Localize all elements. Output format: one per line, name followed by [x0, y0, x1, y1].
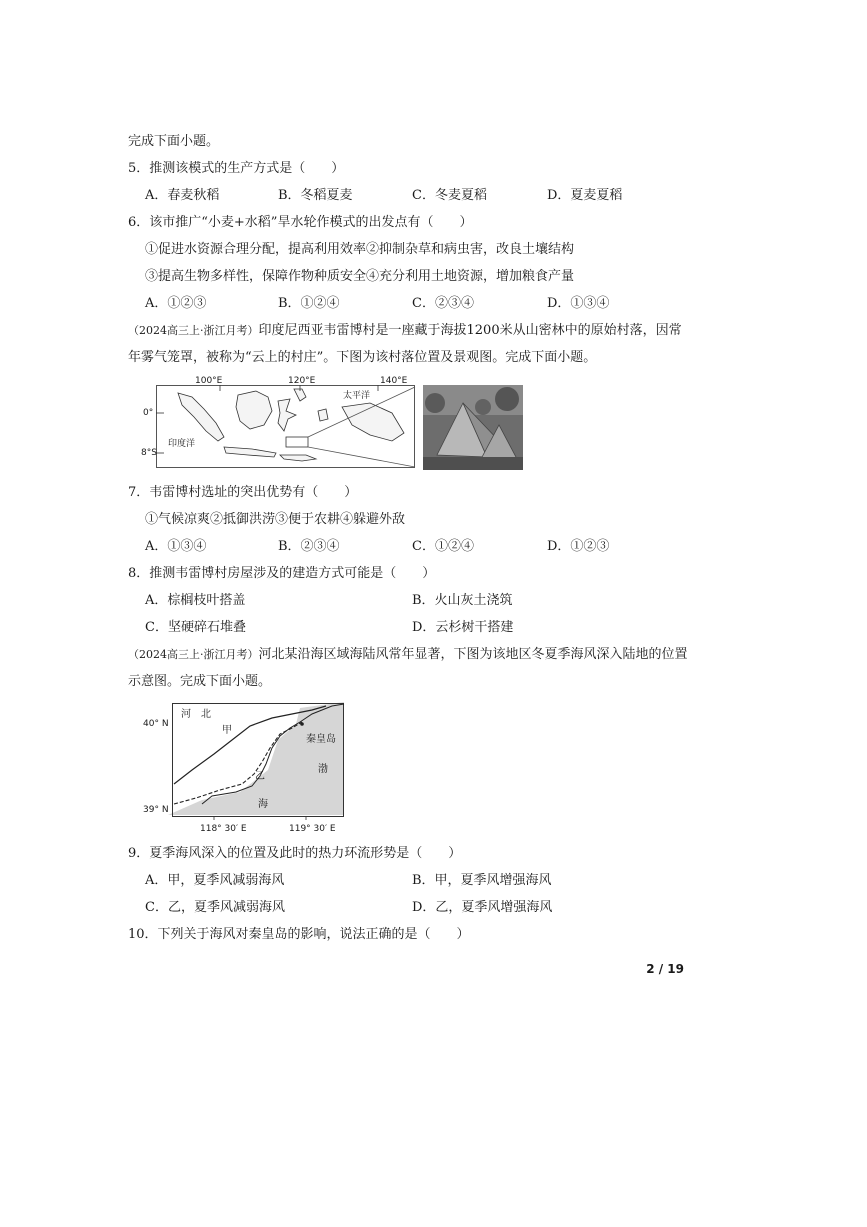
map1-indian-ocean-label: 印度洋 [168, 439, 196, 449]
passage2-source: （2024高三上·浙江月考） [128, 324, 259, 337]
map2-label-jia: 甲 [222, 725, 232, 736]
map1-lon-120: 120°E [288, 376, 316, 386]
q7-option-d: D．①②③ [547, 539, 610, 554]
q6-option-a: A．①②③ [145, 296, 207, 311]
q7-option-c: C．①②④ [412, 539, 474, 554]
map2-lat-bottom: 39° N [143, 805, 169, 815]
q5-option-b: B．冬稻夏麦 [278, 188, 353, 203]
passage3-source: （2024高三上·浙江月考） [128, 648, 259, 661]
qinhuangdao-marker [300, 722, 304, 726]
passage2-line1 [128, 321, 682, 341]
map2-lon-left: 118° 30′ E [200, 824, 247, 834]
village-landscape-photo [423, 385, 523, 470]
q8-stem: 8．推测韦雷博村房屋涉及的建造方式可能是（ ） [128, 566, 436, 581]
q6-option-b: B．①②④ [278, 296, 340, 311]
q8-option-a: A．棕榈枝叶搭盖 [145, 593, 246, 608]
q9-option-d: D．乙，夏季风增强海风 [412, 900, 553, 915]
map1-lon-100: 100°E [195, 376, 223, 386]
map2-region-label: 河 北 [181, 709, 211, 720]
map1-pacific-label: 太平洋 [343, 391, 371, 401]
q7-option-a: A．①③④ [145, 539, 207, 554]
q6-option-d: D．①③④ [547, 296, 610, 311]
q5-stem: 5．推测该模式的生产方式是（ ） [128, 161, 345, 176]
q5-option-a: A．春麦秋稻 [145, 188, 220, 203]
q6-stem: 6．该市推广“小麦+水稻”旱水轮作模式的出发点有（ ） [128, 215, 473, 230]
intro-tail: 完成下面小题。 [128, 134, 220, 149]
q9-option-a: A．甲，夏季风减弱海风 [145, 873, 285, 888]
q7-stem: 7．韦雷博村选址的突出优势有（ ） [128, 485, 358, 500]
q8-option-c: C．坚硬碎石堆叠 [145, 620, 246, 635]
indonesia-location-map [156, 385, 418, 469]
q7-option-b: B．②③④ [278, 539, 340, 554]
q10-stem: 10．下列关于海风对秦皇岛的影响，说法正确的是（ ） [128, 927, 470, 942]
maluku-shape [318, 409, 328, 421]
q8-option-b: B．火山灰土浇筑 [412, 593, 513, 608]
map1-lon-140: 140°E [380, 376, 408, 386]
map2-lon-right: 119° 30′ E [289, 824, 336, 834]
map1-lat-8s: 8°S [141, 448, 157, 458]
q9-option-b: B．甲，夏季风增强海风 [412, 873, 552, 888]
q5-option-c: C．冬麦夏稻 [412, 188, 487, 203]
map2-sea-label-2: 海 [258, 799, 268, 810]
q7-items: ①气候凉爽②抵御洪涝③便于农耕④躲避外敌 [145, 512, 406, 527]
map1-lat-0: 0° [143, 408, 154, 418]
passage3-text1: 河北某沿海区域海陆风常年显著，下图为该地区冬夏季海风深入陆地的位置 [258, 647, 688, 662]
q6-items-line2: ③提高生物多样性，保障作物种质安全④充分利用土地资源，增加粮食产量 [145, 269, 575, 284]
q6-option-c: C．②③④ [412, 296, 474, 311]
q5-option-d: D．夏麦夏稻 [547, 188, 623, 203]
q8-option-d: D．云杉树干搭建 [412, 620, 514, 635]
map2-city-label: 秦皇岛 [306, 734, 336, 745]
passage2-text1: 印度尼西亚韦雷博村是一座藏于海拔1200米从山密林中的原始村落，因常 [258, 323, 682, 338]
map2-sea-label-1: 渤 [318, 764, 328, 775]
map2-label-yi: 乙 [255, 771, 265, 782]
passage2-line2: 年雾气笼罩，被称为“云上的村庄”。下图为该村落位置及景观图。完成下面小题。 [128, 350, 597, 365]
passage3-line2: 示意图。完成下面小题。 [128, 674, 272, 689]
map2-lat-top: 40° N [143, 719, 169, 729]
q9-option-c: C．乙，夏季风减弱海风 [145, 900, 285, 915]
q6-items-line1: ①促进水资源合理分配，提高利用效率②抑制杂草和病虫害，改良土壤结构 [145, 242, 575, 257]
page-number: 2 / 19 [646, 962, 684, 976]
passage3-line1 [128, 645, 688, 665]
q9-stem: 9．夏季海风深入的位置及此时的热力环流形势是（ ） [128, 846, 462, 861]
